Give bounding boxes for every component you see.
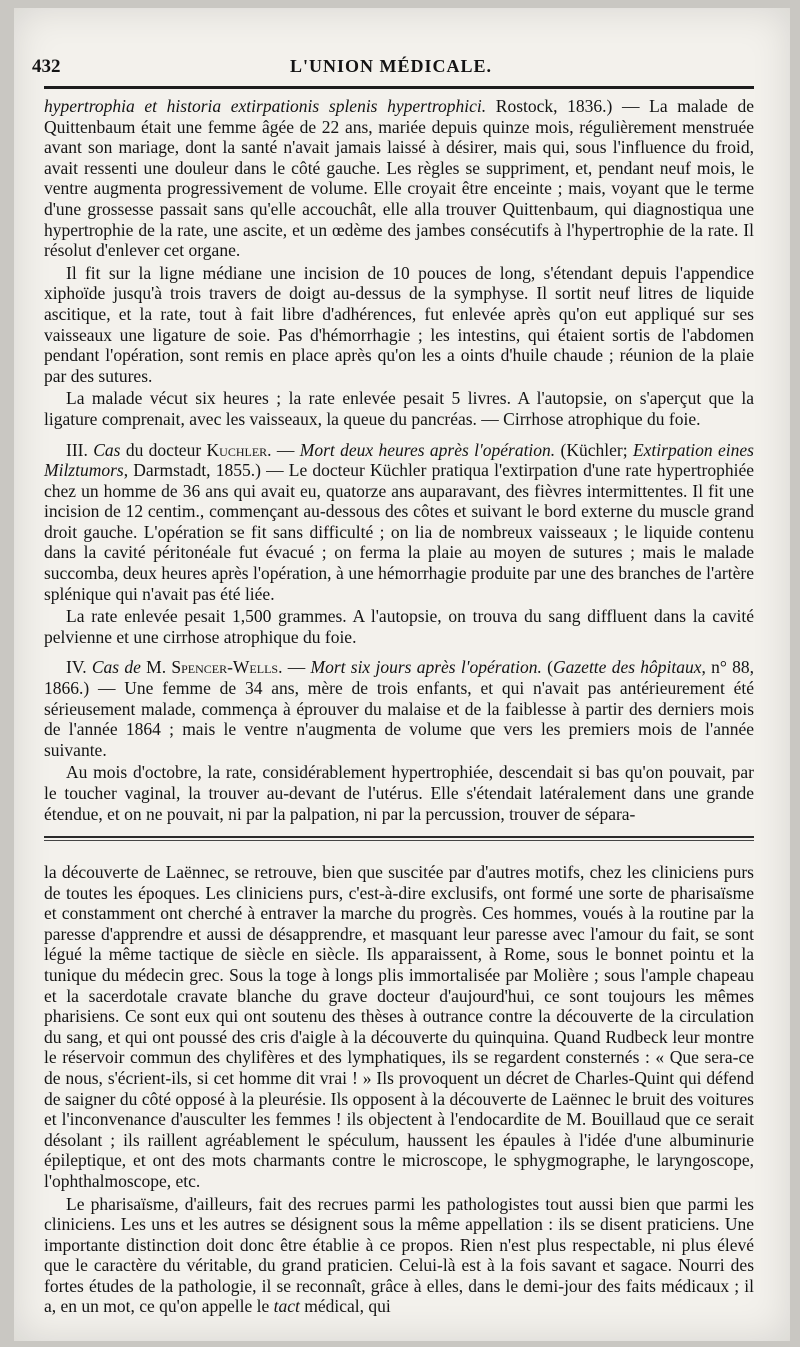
case-author: Spencer-Wells: [171, 657, 279, 678]
case-label: Cas: [93, 439, 121, 460]
case-reference-title: Gazette des hôpitaux: [552, 657, 702, 678]
case-title: Mort six jours après l'opération.: [310, 657, 542, 678]
case-dash: . —: [278, 657, 311, 678]
paragraph-text-end: médical, qui: [299, 1296, 391, 1317]
section-divider-thin: [44, 840, 754, 841]
italic-word: tact: [273, 1296, 300, 1317]
case-author: Kuchler: [206, 439, 268, 460]
feuilleton-text: [44, 862, 754, 1317]
paragraph-praticiens: [44, 1194, 754, 1318]
case-label: Cas de: [91, 657, 141, 678]
paragraph-case-spencer-wells: [44, 657, 754, 760]
case-connector: M.: [140, 657, 172, 678]
page-number: 432: [32, 56, 61, 77]
paragraph-october: Au mois d'octobre, la rate, considérablement hypertrophiée, descendait si bas qu'on pouvait, par le toucher vaginal, la trouver au-devant de l'utérus. Elle s'étendait latéralement dans une grande étendue, et on ne pouvait, ni par la palpation, ni par la percussion, trouver de sépara-: [44, 762, 754, 824]
case-reference: (: [541, 657, 553, 678]
case-number: IV.: [66, 657, 92, 678]
latin-title: hypertrophia et historia extirpationis splenis hypertrophici.: [44, 96, 487, 116]
upper-article: [44, 96, 754, 824]
section-divider: [44, 836, 754, 838]
paragraph-operation: Il fit sur la ligne médiane une incision de 10 pouces de long, s'étendant depuis l'appendice xiphoïde jusqu'à trois travers de doigt au-dessus de la symphyse. Il sortit neuf litres de liquide ascitique, et la rate, tout à fait libre d'adhérences, fut enlevée après qu'on eut appliqué sur ses vaisseaux une ligature de soie. Pas d'hémorrhagie ; les intestins, qui étaient sortis de l'abdomen pendant l'opération, sont remis en place après qu'on les a oints d'huile chaude ; réunion de la plaie par des sutures.: [44, 262, 754, 386]
case-number: III.: [66, 439, 94, 460]
paragraph-text: , n° 88, 1866.) — Une femme de 34 ans, mère de trois enfants, et qui n'avait pas antérieurement été sérieusement malade, commença à éprouver du malaise et de la faiblesse à partir des derniers mois de l'année 1864 ; mais le ventre n'augmenta de volume que vers les premiers mois de l'année suivante.: [44, 657, 755, 760]
case-reference: (Küchler;: [555, 439, 633, 460]
case-dash: . —: [267, 439, 300, 460]
case-reference-title: Extirpation eines Milztumors: [44, 439, 754, 481]
paragraph-text: , Darmstadt, 1855.) — Le docteur Küchler pratiqua l'extirpation d'une rate hypertrophiée chez un homme de 36 ans qui avait eu, quatorze ans auparavant, des fièvres intermittentes. Il fit une incision de 12 centim., commençant au-dessous des côtes et suivant le bord externe du muscle grand droit gauche. L'opération se fit sans difficulté ; on lia de nombreux vaisseaux ; le liquide contenu dans la cavité péritonéale fut évacué ; on ferma la plaie au moyen de sutures ; mais le malade succomba, deux heures après l'opération, à une hémorrhagie produite par une des branches de l'artère splénique qui n'avait pas été liée.: [44, 460, 754, 604]
paragraph-outcome: La malade vécut six heures ; la rate enlevée pesait 5 livres. A l'autopsie, on s'aperçut que la ligature comprenait, avec les vaisseaux, la queue du pancréas. — Cirrhose atrophique du foie.: [44, 388, 754, 429]
paragraph-case-kuchler: [44, 440, 754, 605]
header-rule: [44, 86, 754, 89]
page-header: [30, 52, 752, 82]
paragraph-pharisaism: la découverte de Laënnec, se retrouve, bien que suscitée par d'autres motifs, chez les cliniciens purs de toutes les époques. Les cliniciens purs, c'est-à-dire exclusifs, ont formé une sorte de pharisaïsme et constamment ont cherché à entraver la marche du progrès. Ces hommes, voués à la routine par la paresse d'apprendre et aussi de désapprendre, et masquant leur paresse avec l'amour du fait, se sont légué la même tactique de siècle en siècle. Ils apparaissent, à Rome, sous le bonnet pointu et la tunique du médecin grec. Sous la toge à longs plis immortalisée par Molière ; sous l'ample chapeau et la sacerdotale cravate blanche du grave docteur d'aujourd'hui, ce sont toujours les mêmes pharisiens. Ce sont eux qui ont soutenu des thèses à outrance contre la découverte de la circulation du sang, et qui ont poussé des cris d'aigle à la découverte du quinquina. Quand Rudbeck leur montre le réservoir commun des chylifères et des lymphatiques, ils se regardent consternés : « Que sera-ce de nous, s'écrient-ils, si cet homme dit vrai ! » Ils provoquent un décret de Charles-Quint qui défend de saigner du côté opposé à la pleurésie. Ils opposent à la découverte de Laënnec le bruit des voitures et l'inconvenance d'ausculter les femmes ! ils objectent à l'endocardite de M. Bouillaud que ce serait désolant ; ils raillent agréablement le spéculum, haussent les épaules à l'idée d'une albuminurie épileptique, et ont des mots charmants contre le microscope, le sphygmographe, le laryngoscope, l'ophthalmoscope, etc.: [44, 862, 754, 1191]
case-title: Mort deux heures après l'opération.: [299, 439, 556, 460]
paragraph-weight: La rate enlevée pesait 1,500 grammes. A l'autopsie, on trouva du sang diffluent dans la cavité pelvienne et une cirrhose atrophique du foie.: [44, 606, 754, 647]
paragraph-text: Le pharisaïsme, d'ailleurs, fait des recrues parmi les pathologistes tout aussi bien que parmi les cliniciens. Les uns et les autres se désignent sous la même appellation : ils se disent praticiens. Une importante distinction doit donc être établie à ce propos. Rien n'est plus respectable, ni plus élevé que le caractère du véritable, du grand praticien. Celui-là est à la fois savant et sagace. Nourri des fortes études de la pathologie, il se reconnaît, grâce à elles, dans le demi-jour des faits médicaux ; il a, en un mot, ce qu'on appelle le: [44, 1193, 754, 1317]
running-title: L'UNION MÉDICALE.: [289, 56, 493, 76]
paragraph-text: Rostock, 1836.) — La malade de Quittenbaum était une femme âgée de 22 ans, mariée depuis quinze mois, régulièrement menstruée avant son mariage, dont la santé n'avait jamais laissé à désirer, mais qui, sous l'influence du froid, avait ressenti une douleur dans le côté gauche. Les règles se suppriment, et, pendant neuf mois, le ventre augmenta progressivement de volume. Elle croyait être enceinte ; mais, voyant que le terme d'une grossesse passait sans qu'elle accouchât, elle alla trouver Quittenbaum, qui diagnostiqua une hypertrophie de la rate, une ascite, et un œdème des jambes consécutifs à l'hypertrophie de la rate. Il résolut d'enlever cet organe.: [44, 96, 754, 261]
case-connector: du docteur: [120, 439, 207, 460]
paragraph-quittenbaum-case: [44, 96, 754, 261]
